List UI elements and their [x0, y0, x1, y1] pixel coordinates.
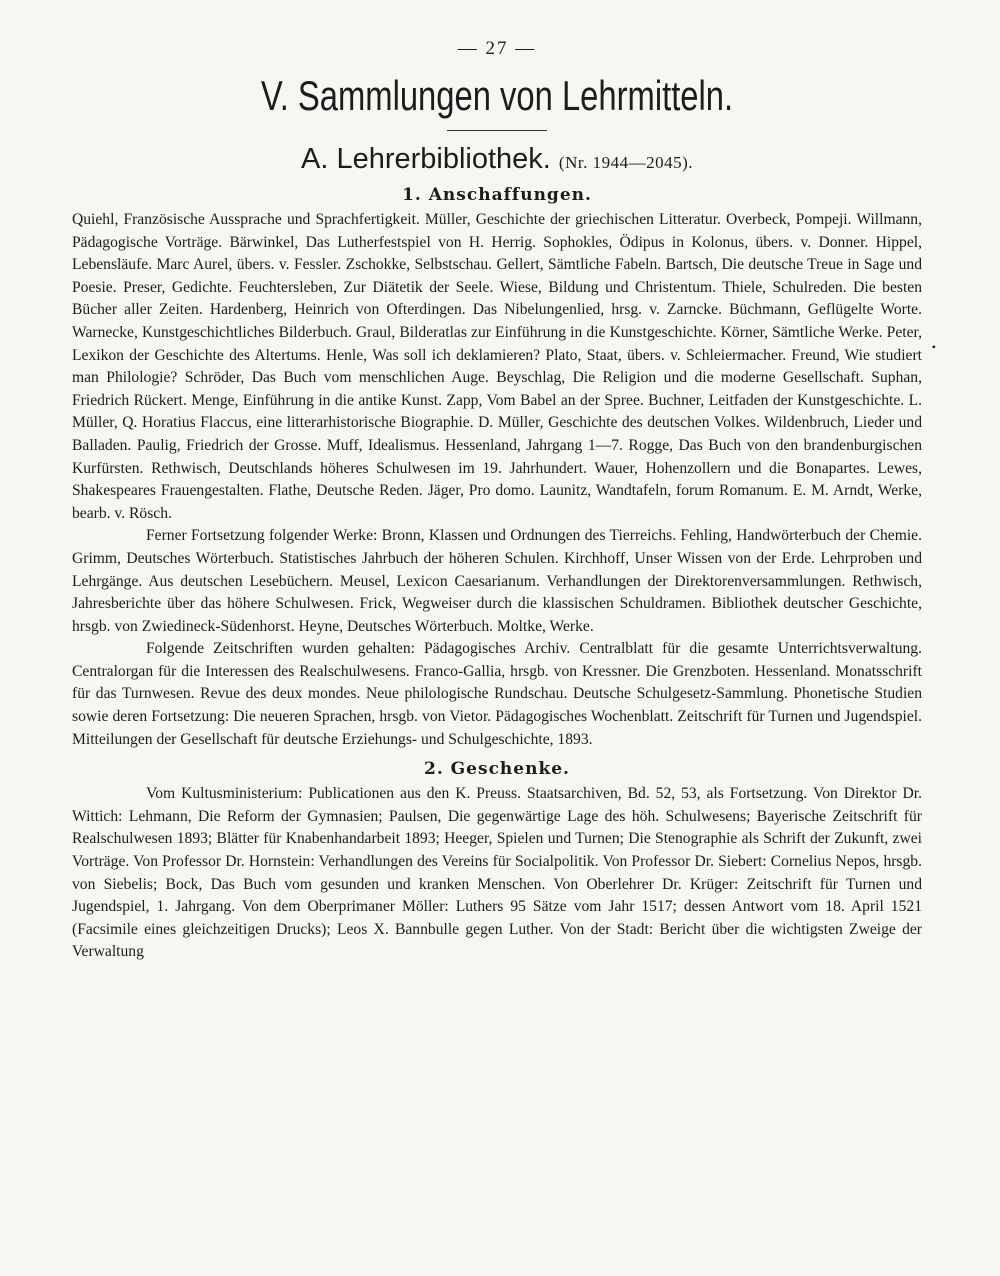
subsection-range: (Nr. 1944—2045). — [558, 153, 693, 172]
acquisitions-heading: 1. Anschaffungen. — [402, 185, 592, 205]
title-divider — [447, 130, 547, 131]
section-title: V. Sammlungen von Lehrmitteln. — [260, 72, 734, 119]
acquisitions-paragraph: Quiehl, Französische Aussprache und Sprachfertigkeit. Müller, Geschichte der griechischen Litteratur. Overbeck, Pompeji. Willmann, Pädagogische Vorträge. Bärwinkel, Das Lutherfestspiel von H. Herrig. Sophokles, Ödipus in Kolonus, übers. v. Donner. Hippel, Lebensläufe. Marc Aurel, übers. v. Fessler. Zschokke, Selbstschau. Gellert, Sämtliche Fabeln. Bartsch, Die deutsche Treue in Sage und Poesie. Preser, Gedichte. Feuchtersleben, Zur Diätetik der Seele. Wiese, Bildung und Christentum. Thiele, Schulreden. Die besten Bücher aller Zeiten. Hardenberg, Heinrich von Ofterdingen. Das Nibelungenlied, hrsg. v. Zarncke. Büchmann, Geflügelte Worte. Warnecke, Kunstgeschichtliches Bilderbuch. Graul, Bilderatlas zur Einführung in die Kunstgeschichte. Körner, Sämtliche Werke. Peter, Lexikon der Geschichte des Altertums. Henle, Was soll ich deklamieren? Plato, Staat, übers. v. Schleiermacher. Freund, Wie studiert man Philologie? Schröder, Das Buch vom menschlichen Auge. Beyschlag, Die Religion und die moderne Gesellschaft. Suphan, Friedrich Rückert. Menge, Einführung in die antike Kunst. Zapp, Vom Babel an der Spree. Buchner, Leitfaden der Kunstgeschichte. L. Müller, Q. Horatius Flaccus, eine litterarhistorische Biographie. D. Müller, Geschichte des deutschen Volkes. Wildenbruch, Lieder und Balladen. Paulig, Friedrich der Grosse. Muff, Idealismus. Hessenland, Jahrgang 1—7. Rogge, Das Buch von den brandenburgischen Kurfürsten. Rethwisch, Deutschlands höheres Schulwesen im 19. Jahrhundert. Wauer, Hohenzollern und die Bonapartes. Lewes, Shakespeares Frauengestalten. Flathe, Deutsche Reden. Jäger, Pro domo. Launitz, Wandtafeln, forum Romanum. E. M. Arndt, Werke, bearb. v. Rösch. — [72, 211, 922, 522]
subsection-title: A. Lehrerbibliothek. — [300, 143, 551, 175]
margin-mark: • — [931, 340, 936, 354]
gifts-paragraph: Vom Kultusministerium: Publicationen aus den K. Preuss. Staatsarchiven, Bd. 52, 53, als Fortsetzung. Von Direktor Dr. Wittich: Lehmann, Die Reform der Gymnasien; Paulsen, Die gegenwärtige Lage des höh. Schulwesens; Bayerische Zeitschrift für Realschulwesen 1893; Blätter für Knabenhandarbeit 1893; Heeger, Spielen und Turnen; Die Stenographie als Schrift der Zukunft, zwei Vorträge. Von Professor Dr. Hornstein: Verhandlungen des Vereins für Socialpolitik. Von Professor Dr. Siebert: Cornelius Nepos, hrsgb. von Siebelis; Bock, Das Buch vom gesunden und kranken Menschen. Von Oberlehrer Dr. Krüger: Zeitschrift für Turnen und Jugendspiel, 1. Jahrgang. Von dem Oberprimaner Möller: Luthers 95 Sätze vom Jahr 1517; dessen Antwort vom 18. April 1521 (Facsimile eines gleichzeitigen Drucks); Leos X. Bannbulle gegen Luther. Von der Stadt: Bericht über die wichtigsten Zweige der Verwaltung — [72, 785, 922, 961]
periodicals-paragraph: Folgende Zeitschriften wurden gehalten: Pädagogisches Archiv. Centralblatt für die gesamte Unterrichtsverwaltung. Centralorgan für die Interessen des Realschulwesens. Franco-Gallia, hrsgb. von Kressner. Die Grenzboten. Hessenland. Monatsschrift für das Turnwesen. Revue des deux mondes. Neue philologische Rundschau. Deutsche Schulgesetz-Sammlung. Phonetische Studien sowie deren Fortsetzung: Die neueren Sprachen, hrsgb. von Vietor. Pädagogisches Wochenblatt. Zeitschrift für Turnen und Jugendspiel. Mitteilungen der Gesellschaft für deutsche Erziehungs- und Schulgeschichte, 1893. — [72, 640, 922, 748]
subsection-heading — [72, 141, 922, 181]
continuations-paragraph: Ferner Fortsetzung folgender Werke: Bronn, Klassen und Ordnungen des Tierreichs. Fehling, Handwörterbuch der Chemie. Grimm, Deutsches Wörterbuch. Statistisches Jahrbuch der höheren Schulen. Kirchhoff, Unser Wissen von der Erde. Lehrproben und Lehrgänge. Aus deutschen Lesebüchern. Meusel, Lexicon Caesarianum. Verhandlungen der Direktorenversammlungen. Rethwisch, Jahresberichte über das höhere Schulwesen. Frick, Wegweiser durch die klassischen Schuldramen. Bibliothek deutscher Geschichte, hrsgb. von Zwiedineck-Südenhorst. Heyne, Deutsches Wörterbuch. Moltke, Werke. — [72, 527, 922, 635]
document-page — [72, 38, 922, 964]
gifts-heading: 2. Geschenke. — [424, 759, 570, 780]
page-number: — 27 — — [457, 38, 537, 59]
